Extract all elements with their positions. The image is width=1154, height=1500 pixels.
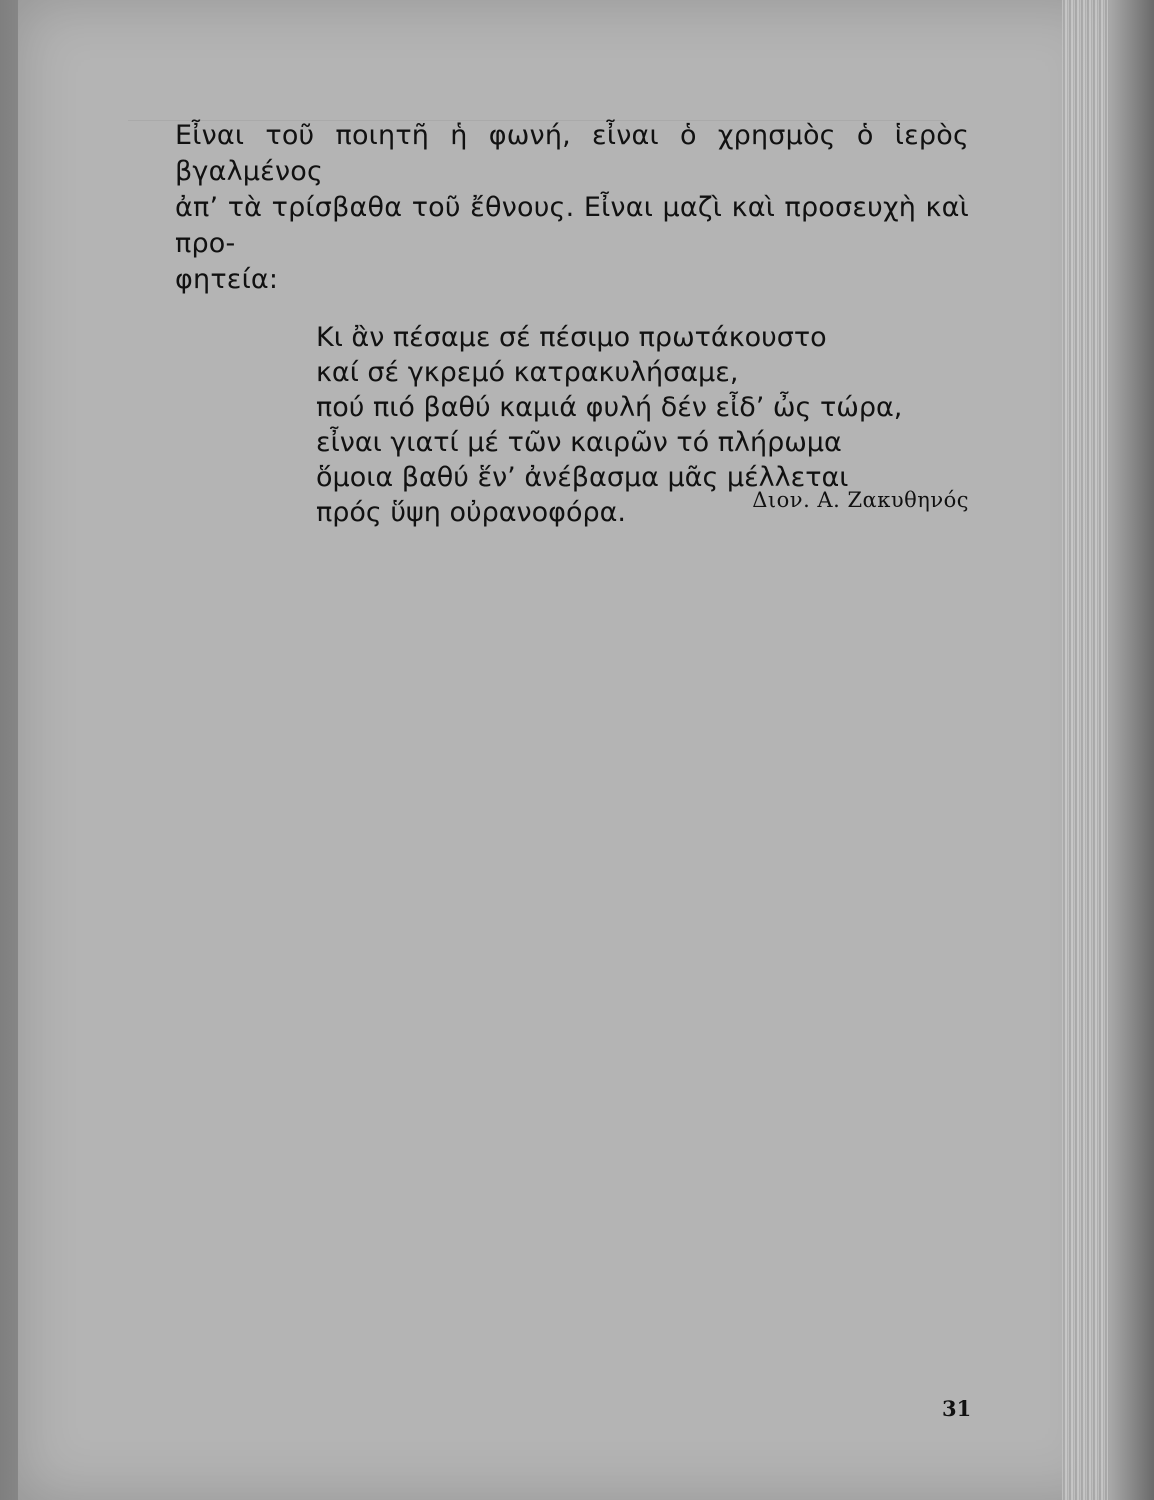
poem-line-1: Κι ἂν πέσαμε σέ πέσιμο πρωτάκουστο: [316, 322, 827, 353]
intro-line-2: ἀπ’ τὰ τρίσβαθα τοῦ ἔθνους. Εἶναι μαζὶ καὶ προσευχὴ καὶ προ-: [175, 192, 969, 259]
author-signature: Διον. Α. Ζακυθηνός: [752, 488, 969, 512]
page-edges: [1062, 0, 1108, 1500]
poem-line-3: πού πιό βαθύ καμιά φυλή δέν εἶδ’ ὦς τώρα,: [316, 392, 903, 423]
page-number: 31: [942, 1396, 972, 1421]
intro-paragraph: [175, 118, 969, 298]
intro-line-3: φητεία:: [175, 264, 279, 295]
poem-line-2: καί σέ γκρεμό κατρακυλήσαμε,: [316, 357, 739, 388]
intro-line-1: Εἶναι τοῦ ποιητῆ ἡ φωνή, εἶναι ὁ χρησμὸς ὁ ἱερὸς βγαλμένος: [175, 120, 969, 187]
page-content: [175, 118, 969, 530]
poem-line-5: ὅμοια βαθύ ἕν’ ἀνέβασμα μᾶς μέλλεται: [316, 462, 849, 493]
poem-line-4: εἶναι γιατί μέ τῶν καιρῶν τό πλήρωμα: [316, 427, 842, 458]
poem-line-6: πρός ὕψη οὐρανοφόρα.: [316, 497, 626, 528]
